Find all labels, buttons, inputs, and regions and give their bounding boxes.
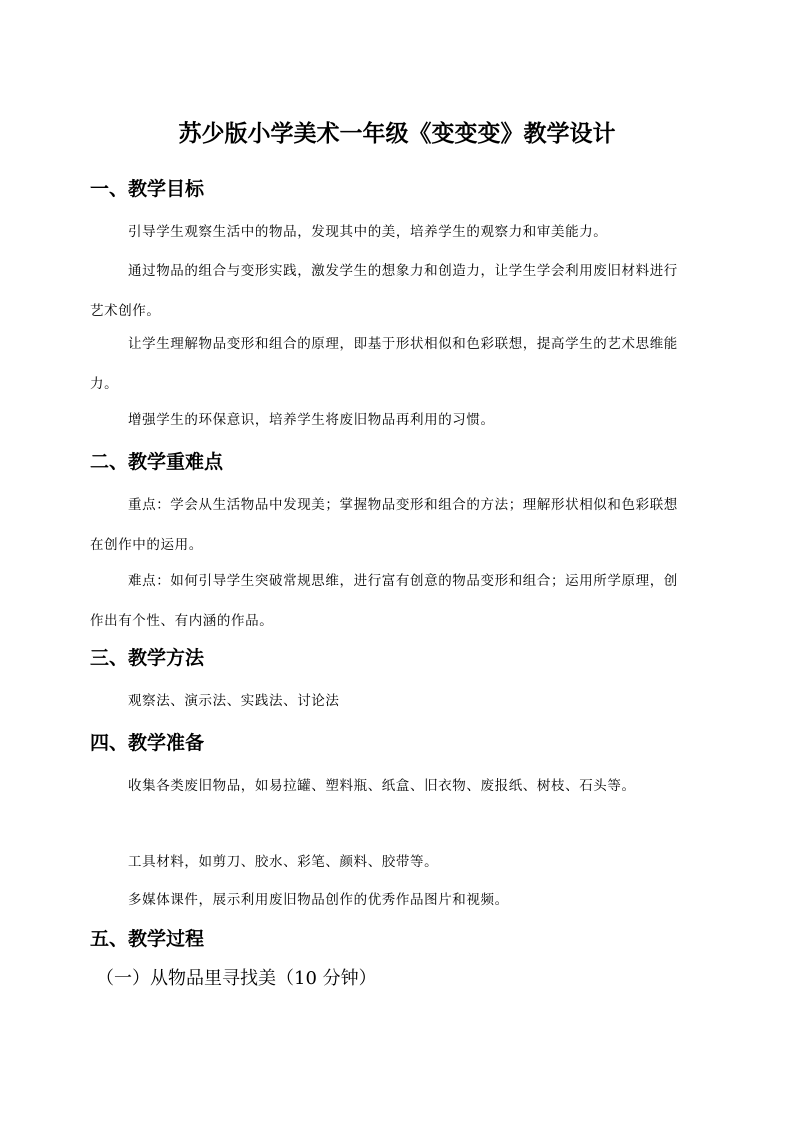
paragraph: 工具材料，如剪刀、胶水、彩笔、颜料、胶带等。 bbox=[128, 854, 439, 870]
paragraph: 多媒体课件，展示利用废旧物品创作的优秀作品图片和视频。 bbox=[128, 892, 509, 908]
paragraph: 收集各类废旧物品，如易拉罐、塑料瓶、纸盒、旧衣物、废报纸、树枝、石头等。 bbox=[128, 778, 636, 794]
section-heading-objectives: 一、教学目标 bbox=[90, 178, 205, 200]
subsection-heading: （一）从物品里寻找美（10 分钟） bbox=[96, 968, 377, 989]
paragraph: 重点：学会从生活物品中发现美；掌握物品变形和组合的方法；理解形状相似和色彩联想在创作中的运用。 bbox=[90, 497, 678, 553]
document-title: 苏少版小学美术一年级《变变变》教学设计 bbox=[178, 121, 616, 147]
paragraph: 观察法、演示法、实践法、讨论法 bbox=[128, 693, 340, 709]
section-heading-key-points: 二、教学重难点 bbox=[90, 451, 224, 473]
paragraph: 让学生理解物品变形和组合的原理，即基于形状相似和色彩联想，提高学生的艺术思维能力。 bbox=[90, 336, 678, 392]
section-heading-process: 五、教学过程 bbox=[90, 928, 205, 950]
paragraph: 引导学生观察生活中的物品，发现其中的美，培养学生的观察力和审美能力。 bbox=[128, 224, 608, 240]
paragraph: 通过物品的组合与变形实践，激发学生的想象力和创造力，让学生学会利用废旧材料进行艺术创作。 bbox=[90, 263, 678, 319]
paragraph: 增强学生的环保意识，培养学生将废旧物品再利用的习惯。 bbox=[128, 412, 495, 428]
section-heading-preparation: 四、教学准备 bbox=[90, 732, 205, 754]
section-heading-methods: 三、教学方法 bbox=[90, 647, 205, 669]
paragraph: 难点：如何引导学生突破常规思维，进行富有创意的物品变形和组合；运用所学原理，创作出有个性、有内涵的作品。 bbox=[90, 573, 678, 629]
